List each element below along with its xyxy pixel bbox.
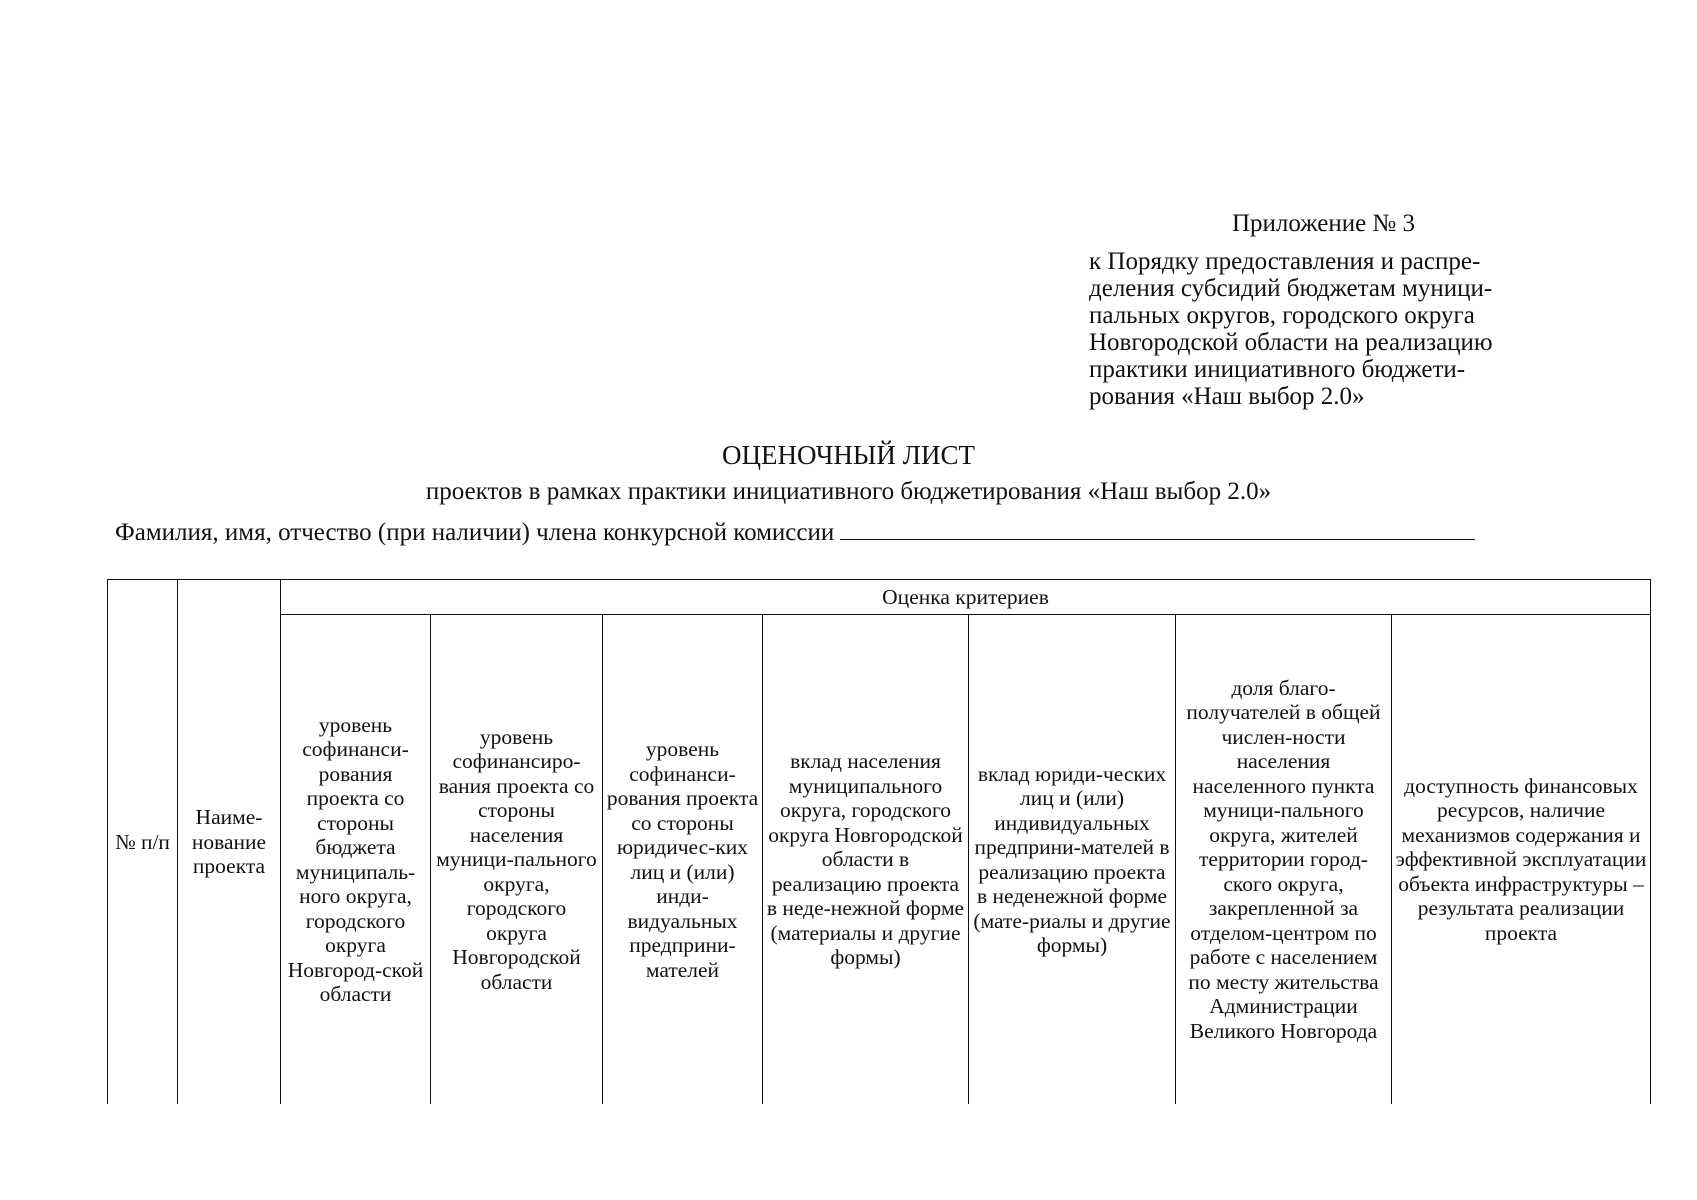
criteria-group-header: Оценка критериев bbox=[281, 580, 1651, 615]
criterion-header: уровень софинанси-рования проекта со стороны юридичес-ких лиц и (или) инди-видуальных предприни-мателей bbox=[603, 615, 763, 1105]
criterion-header: вклад населения муниципального округа, городского округа Новгородской области в реализацию проекта в неде-нежной форме (материалы и другие формы) bbox=[763, 615, 969, 1105]
evaluation-table bbox=[107, 579, 1651, 1104]
document-subtitle: проектов в рамках практики инициативного бюджетирования «Наш выбор 2.0» bbox=[425, 478, 1272, 505]
commission-member-field bbox=[115, 513, 1475, 549]
order-reference bbox=[1089, 248, 1569, 410]
fio-blank-line bbox=[840, 513, 1475, 540]
document-title: ОЦЕНОЧНЫЙ ЛИСТ bbox=[722, 440, 975, 470]
criterion-header: уровень софинансиро-вания проекта со стороны населения муници-пального округа, городского округа Новгородской области bbox=[431, 615, 603, 1105]
order-line: пальных округов, городского округа bbox=[1089, 302, 1475, 329]
order-line: к Порядку предоставления и распре- bbox=[1089, 248, 1481, 275]
order-line: Новгородской области на реализацию bbox=[1089, 329, 1493, 356]
criterion-header: вклад юриди-ческих лиц и (или) индивидуальных предприни-мателей в реализацию проекта в неденежной форме (мате-риалы и другие формы) bbox=[969, 615, 1176, 1105]
order-line: рования «Наш выбор 2.0» bbox=[1089, 383, 1365, 410]
criterion-header: доля благо-получателей в общей числен-ности населения населенного пункта муници-пального округа, жителей территории город-ского округа, закрепленной за отделом-центром по работе с населением по месту жительства Администрации Великого Новгорода bbox=[1176, 615, 1392, 1105]
criterion-header: доступность финансовых ресурсов, наличие механизмов содержания и эффективной эксплуатации объекта инфраструктуры – результата реализации проекта bbox=[1392, 615, 1651, 1105]
order-line: деления субсидий бюджетам муници- bbox=[1089, 275, 1493, 302]
appendix-number: Приложение № 3 bbox=[1232, 210, 1416, 237]
order-line: практики инициативного бюджети- bbox=[1089, 356, 1466, 383]
fio-label: Фамилия, имя, отчество (при наличии) члена конкурсной комиссии bbox=[115, 519, 835, 546]
column-header-project-name: Наиме-нование проекта bbox=[178, 580, 281, 1105]
criterion-header: уровень софинанси-рования проекта со стороны бюджета муниципаль-ного округа, городского округа Новгород-ской области bbox=[281, 615, 431, 1105]
column-header-number: № п/п bbox=[108, 580, 178, 1105]
